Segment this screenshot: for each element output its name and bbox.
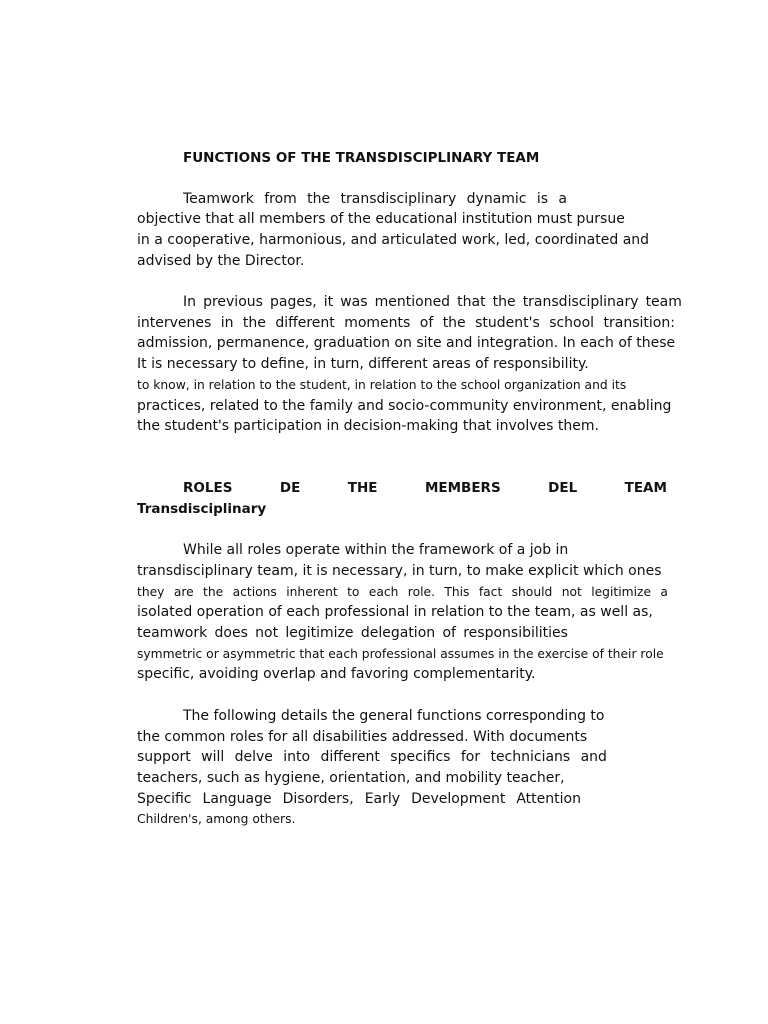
paragraph-1-line-3: in a cooperative, harmonious, and articulated work, led, coordinated and — [137, 232, 650, 248]
word: that — [457, 294, 486, 310]
word: Specific — [137, 791, 192, 807]
paragraph-2-line-3: admission, permanence, graduation on site and integration. In each of these — [137, 335, 676, 351]
word: a — [558, 191, 567, 207]
roles-heading-word: ROLES — [183, 480, 233, 496]
word: Attention — [516, 791, 581, 807]
paragraph-2-line-2 — [137, 313, 675, 333]
roles-heading-word: THE — [347, 480, 378, 496]
word: are — [173, 585, 194, 599]
roles-heading — [183, 478, 667, 498]
document-title: FUNCTIONS OF THE TRANSDISCIPLINARY TEAM — [183, 150, 540, 166]
word: transition: — [603, 315, 675, 331]
word: moments — [344, 315, 411, 331]
paragraph-2-line-5: to know, in relation to the student, in relation to the school organization and its — [137, 378, 627, 392]
word: Disorders, — [282, 791, 354, 807]
word: was — [340, 294, 368, 310]
paragraph-2-line-6: practices, related to the family and socio-community environment, enabling — [137, 398, 672, 414]
paragraph-1-line-4: advised by the Director. — [137, 253, 305, 269]
word: Development — [411, 791, 506, 807]
word: This — [444, 585, 470, 599]
roles-heading-line-2: Transdisciplinary — [137, 501, 267, 517]
word: a — [660, 585, 668, 599]
word: Early — [364, 791, 401, 807]
word: is — [536, 191, 549, 207]
paragraph-4-line-6: Children's, among others. — [137, 812, 296, 826]
word: legitimize — [591, 585, 652, 599]
word: each — [368, 585, 399, 599]
word: from — [264, 191, 297, 207]
word: technicians — [490, 749, 571, 765]
word: intervenes — [137, 315, 212, 331]
word: teamwork — [137, 625, 208, 641]
word: they — [137, 585, 165, 599]
word: Teamwork — [183, 191, 254, 207]
word: team — [645, 294, 682, 310]
paragraph-2-line-7: the student's participation in decision-making that involves them. — [137, 418, 599, 434]
word: not — [561, 585, 582, 599]
paragraph-1-line-2: objective that all members of the educational institution must pursue — [137, 211, 625, 227]
paragraph-4-line-2: the common roles for all disabilities addressed. With documents — [137, 729, 588, 745]
paragraph-3-line-1: While all roles operate within the framework of a job in — [183, 542, 569, 558]
paragraph-2-line-1 — [183, 292, 682, 312]
paragraph-4-line-3 — [137, 747, 607, 767]
paragraph-1-line-1 — [183, 189, 567, 209]
word: delve — [234, 749, 273, 765]
word: student's — [475, 315, 540, 331]
word: pages, — [270, 294, 317, 310]
word: specifics — [390, 749, 451, 765]
roles-heading-word: MEMBERS — [424, 480, 501, 496]
word: delegation — [360, 625, 436, 641]
paragraph-4-line-1: The following details the general functions corresponding to — [183, 708, 605, 724]
word: in — [220, 315, 234, 331]
word: transdisciplinary — [340, 191, 457, 207]
word: into — [283, 749, 311, 765]
paragraph-3-line-5 — [137, 623, 568, 643]
word: it — [323, 294, 334, 310]
word: not — [255, 625, 279, 641]
word: should — [511, 585, 553, 599]
word: the — [242, 315, 266, 331]
word: fact — [478, 585, 503, 599]
paragraph-3-line-3 — [137, 582, 668, 602]
word: transdisciplinary — [522, 294, 639, 310]
word: role. — [407, 585, 435, 599]
word: different — [320, 749, 380, 765]
paragraph-4-line-5 — [137, 789, 581, 809]
word: different — [275, 315, 335, 331]
roles-heading-word: DEL — [548, 480, 578, 496]
word: for — [460, 749, 481, 765]
word: actions — [232, 585, 277, 599]
word: the — [492, 294, 516, 310]
roles-heading-word: DE — [279, 480, 301, 496]
word: responsibilities — [463, 625, 568, 641]
word: support — [137, 749, 191, 765]
word: legitimize — [285, 625, 354, 641]
word: the — [442, 315, 466, 331]
paragraph-3-line-4: isolated operation of each professional in relation to the team, as well as, — [137, 604, 653, 620]
word: the — [203, 585, 224, 599]
word: mentioned — [374, 294, 451, 310]
word: of — [442, 625, 456, 641]
word: to — [347, 585, 360, 599]
word: previous — [203, 294, 263, 310]
word: will — [201, 749, 225, 765]
paragraph-3-line-7: specific, avoiding overlap and favoring complementarity. — [137, 666, 536, 682]
word: Language — [202, 791, 272, 807]
word: school — [549, 315, 595, 331]
word: does — [214, 625, 248, 641]
word: and — [580, 749, 607, 765]
word: of — [419, 315, 434, 331]
paragraph-3-line-6: symmetric or asymmetric that each professional assumes in the exercise of their role — [137, 647, 664, 661]
paragraph-2-line-4: It is necessary to define, in turn, different areas of responsibility. — [137, 356, 589, 372]
word: the — [307, 191, 331, 207]
roles-heading-word: TEAM — [624, 480, 667, 496]
paragraph-3-line-2: transdisciplinary team, it is necessary, in turn, to make explicit which ones — [137, 563, 662, 579]
word: dynamic — [466, 191, 527, 207]
word: inherent — [286, 585, 338, 599]
paragraph-4-line-4: teachers, such as hygiene, orientation, and mobility teacher, — [137, 770, 565, 786]
word: In — [183, 294, 197, 310]
